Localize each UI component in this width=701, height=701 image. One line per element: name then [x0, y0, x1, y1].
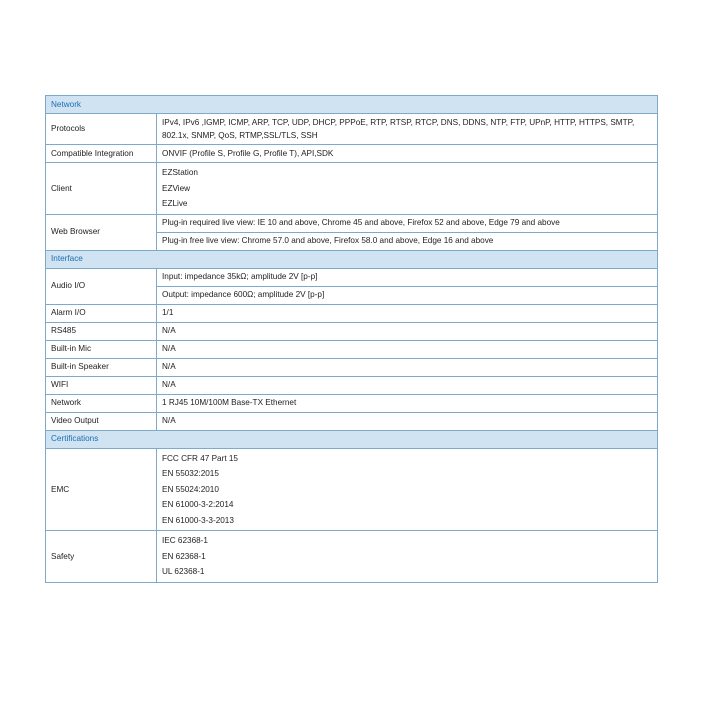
browser-value-2: Plug-in free live view: Chrome 57.0 and above, Firefox 58.0 and above, Edge 16 and above	[157, 232, 658, 250]
section-interface-title: Interface	[46, 250, 658, 268]
section-certifications-row	[46, 430, 658, 448]
protocols-label: Protocols	[46, 114, 157, 145]
alarm-value: 1/1	[157, 304, 658, 322]
alarm-label: Alarm I/O	[46, 304, 157, 322]
rs485-label: RS485	[46, 322, 157, 340]
emc-row	[46, 448, 658, 531]
wifi-value: N/A	[157, 376, 658, 394]
emc-item: EN 55032:2015	[162, 469, 219, 478]
wifi-row	[46, 376, 658, 394]
mic-value: N/A	[157, 340, 658, 358]
rs485-value: N/A	[157, 322, 658, 340]
client-item: EZView	[162, 183, 191, 193]
audio-output-value: Output: impedance 600Ω; amplitude 2V [p-p]	[157, 286, 658, 304]
emc-item: FCC CFR 47 Part 15	[162, 453, 238, 463]
integration-label: Compatible Integration	[46, 145, 157, 163]
integration-value: ONVIF (Profile S, Profile G, Profile T), API,SDK	[157, 145, 658, 163]
section-certifications-title: Certifications	[46, 430, 658, 448]
client-item: EZLive	[162, 199, 188, 208]
speaker-value: N/A	[157, 358, 658, 376]
browser-label: Web Browser	[46, 214, 157, 250]
integration-row	[46, 145, 658, 163]
rs485-row	[46, 322, 658, 340]
emc-label: EMC	[46, 448, 157, 531]
section-interface-row	[46, 250, 658, 268]
safety-item: IEC 62368-1	[162, 536, 208, 545]
safety-value	[157, 531, 658, 583]
network-port-label: Network	[46, 394, 157, 412]
audio-input-value: Input: impedance 35kΩ; amplitude 2V [p-p]	[157, 268, 658, 286]
protocols-row	[46, 114, 658, 145]
section-network-row	[46, 96, 658, 114]
safety-row	[46, 531, 658, 583]
emc-item: EN 61000-3-3-2013	[162, 515, 234, 525]
audio-label: Audio I/O	[46, 268, 157, 304]
client-label: Client	[46, 163, 157, 215]
client-item: EZStation	[162, 168, 198, 177]
safety-item: UL 62368-1	[162, 567, 205, 576]
client-value	[157, 163, 658, 215]
section-network-title: Network	[46, 96, 658, 114]
safety-item: EN 62368-1	[162, 551, 206, 561]
video-output-row	[46, 412, 658, 430]
mic-row	[46, 340, 658, 358]
spec-table	[45, 95, 658, 583]
emc-item: EN 55024:2010	[162, 484, 219, 494]
browser-row-1	[46, 214, 658, 232]
audio-row-1	[46, 268, 658, 286]
speaker-label: Built-in Speaker	[46, 358, 157, 376]
emc-value	[157, 448, 658, 531]
protocols-value: IPv4, IPv6 ,IGMP, ICMP, ARP, TCP, UDP, DHCP, PPPoE, RTP, RTSP, RTCP, DNS, DDNS, NTP, FTP, UPnP, HTTP, HTTPS, SMTP, 802.1x, SNMP, QoS, RTMP,SSL/TLS, SSH	[157, 114, 658, 145]
network-port-row	[46, 394, 658, 412]
video-output-value: N/A	[157, 412, 658, 430]
wifi-label: WIFI	[46, 376, 157, 394]
client-row	[46, 163, 658, 215]
network-port-value: 1 RJ45 10M/100M Base-TX Ethernet	[157, 394, 658, 412]
browser-value-1: Plug-in required live view: IE 10 and above, Chrome 45 and above, Firefox 52 and above, Edge 79 and above	[157, 214, 658, 232]
emc-item: EN 61000-3-2:2014	[162, 500, 234, 509]
alarm-row	[46, 304, 658, 322]
mic-label: Built-in Mic	[46, 340, 157, 358]
safety-label: Safety	[46, 531, 157, 583]
video-output-label: Video Output	[46, 412, 157, 430]
speaker-row	[46, 358, 658, 376]
